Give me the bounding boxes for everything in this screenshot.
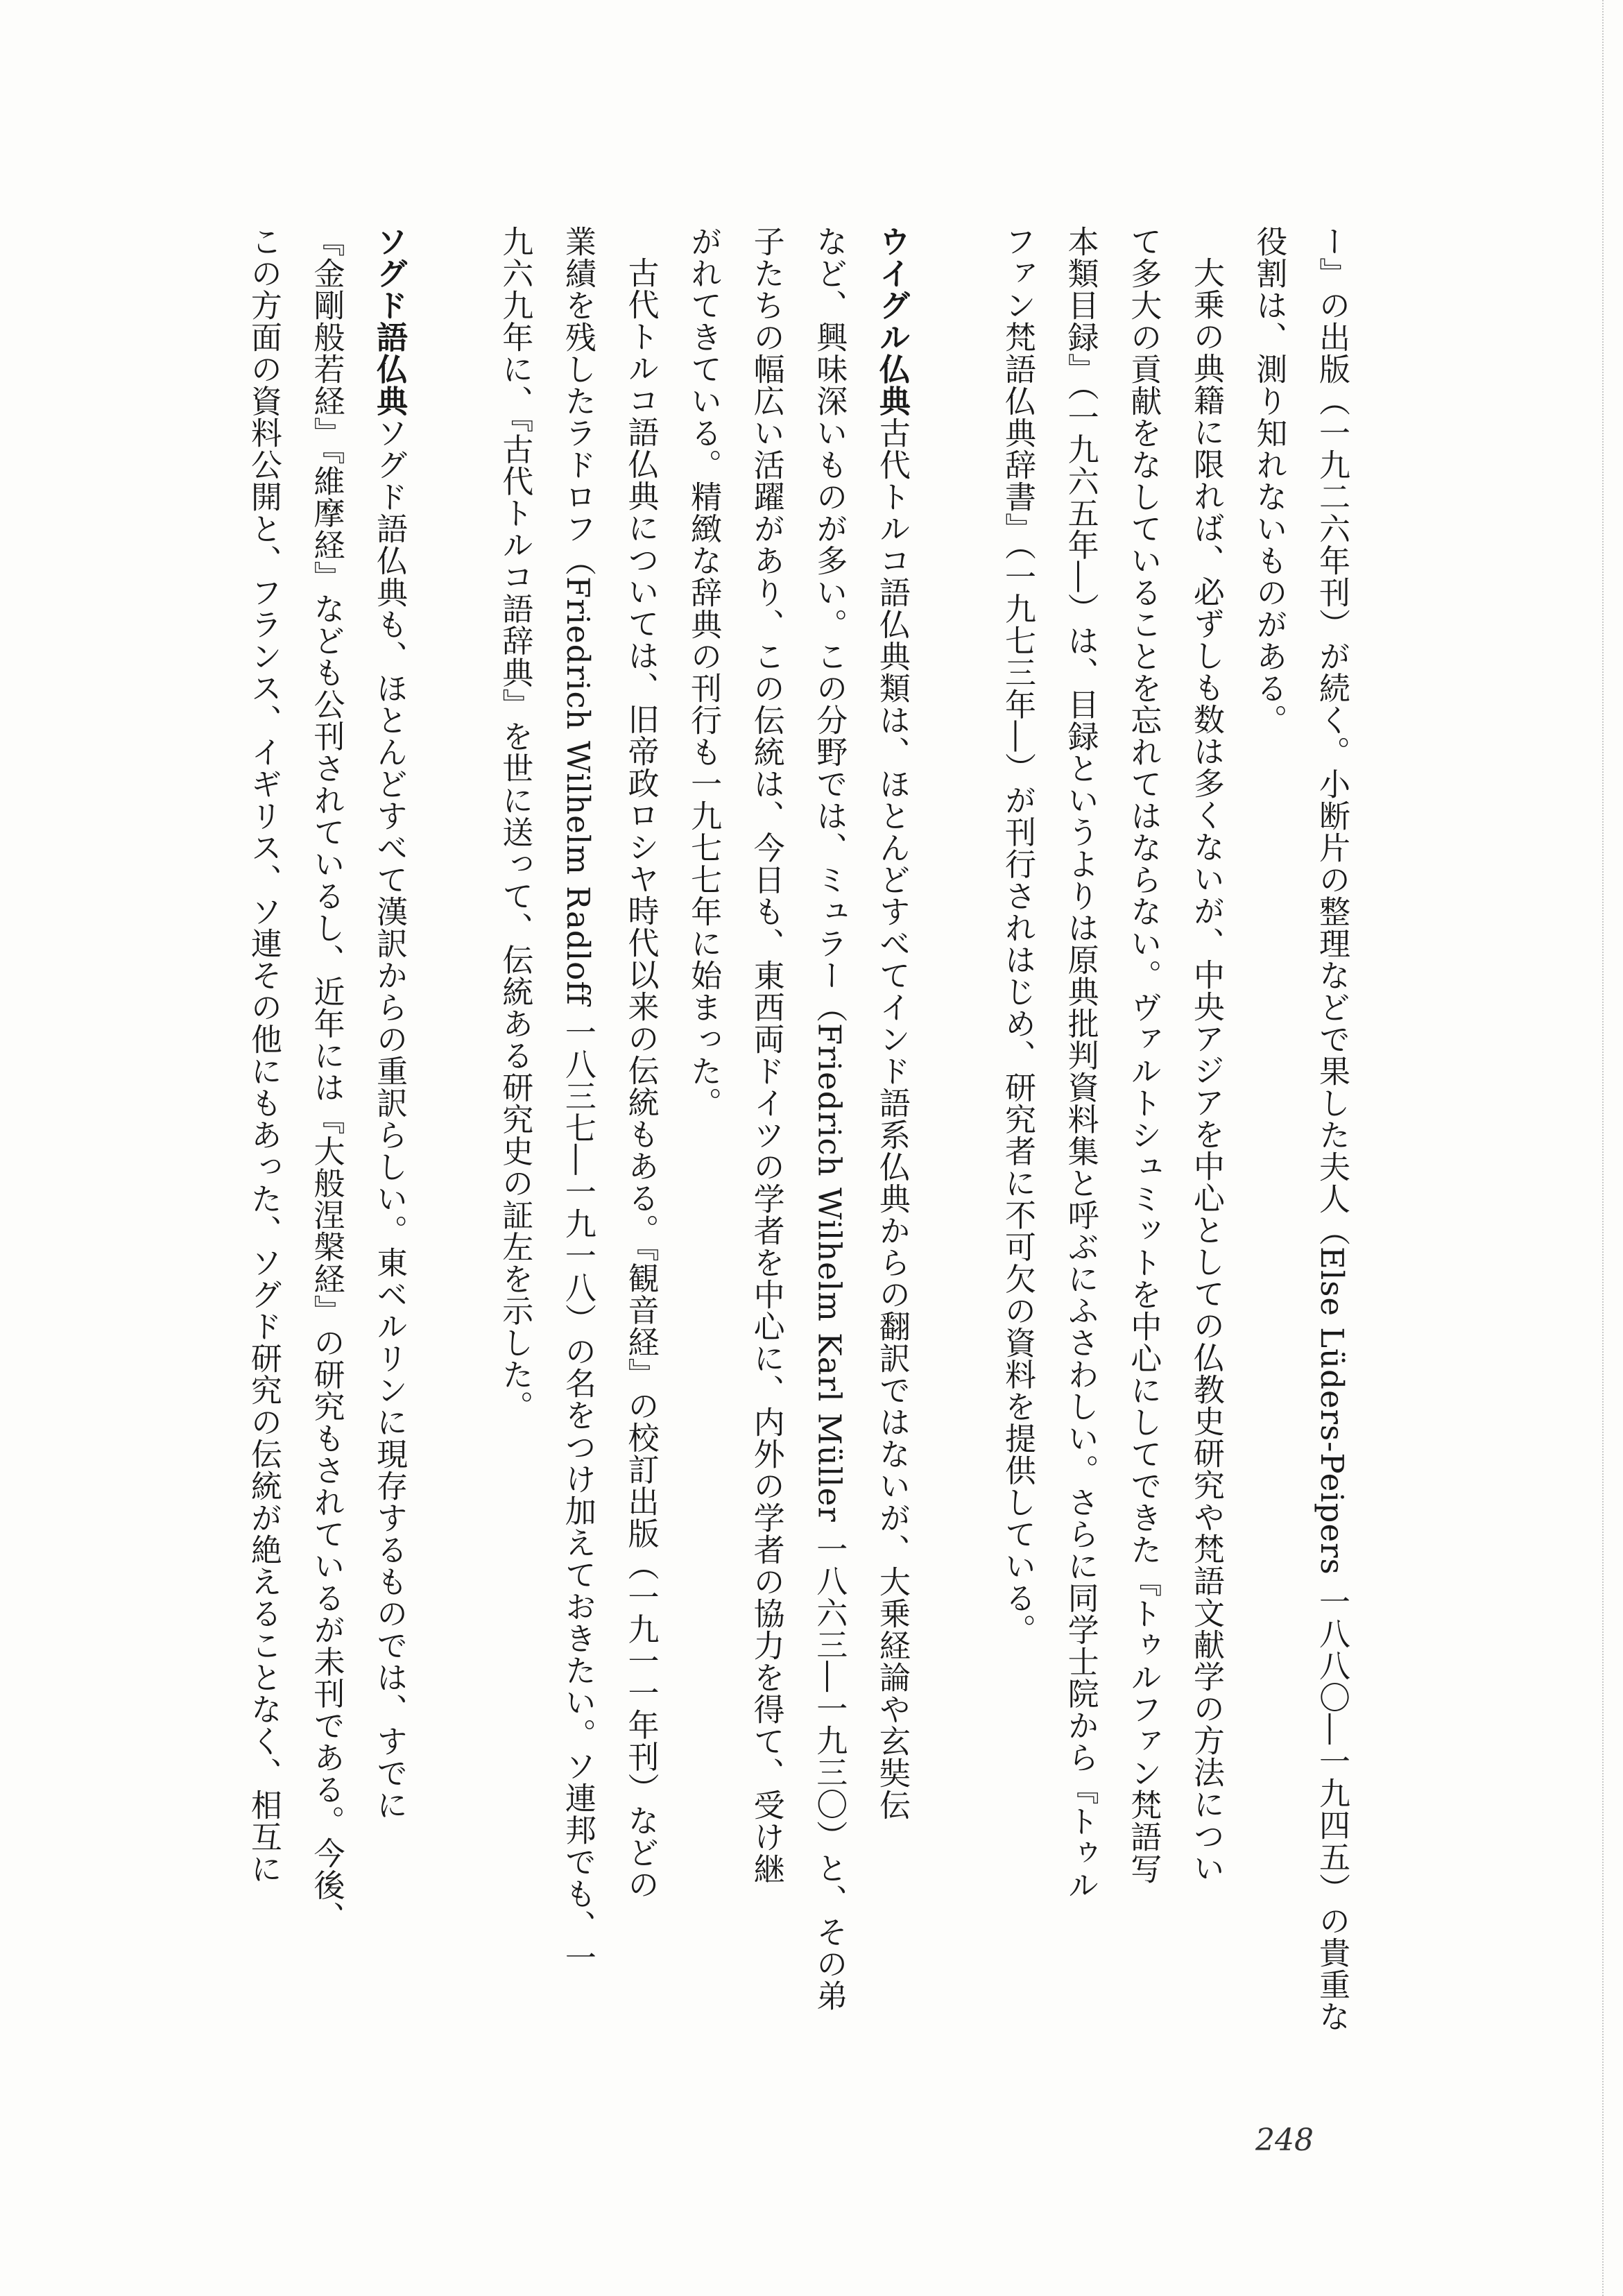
section-heading-uighur: ウイグル仏典 (873, 225, 911, 417)
vertical-text-body (232, 225, 1363, 2033)
text-column-5: 本類目録』（一九六五年―）は、目録というよりは原典批判資料集と呼ぶにふさわしい。さらに同学士院から『トゥル (1062, 225, 1099, 1901)
text-column-11: がれてきている。精緻な辞典の刊行も一九七七年に始まった。 (685, 225, 723, 1119)
text-column-13: 業績を残したラドロフ（Friedrich Wilhelm Radloff 一八三七―一九一八）の名をつけ加えておきたい。ソ連邦でも、一 (559, 225, 596, 1973)
text-column-18: この方面の資料公開と、フランス、イギリス、ソ連その他にもあった、ソグド研究の伝統が絶えることなく、相互に (245, 225, 282, 1885)
text-column-3: 大乗の典籍に限れば、必ずしも数は多くないが、中央アジアを中心としての仏教史研究や梵語文献学の方法につい (1187, 257, 1225, 1884)
text-column-4: て多大の貢献をなしていることを忘れてはならない。ヴァルトシュミットを中心にしてできた『トゥルファン梵語写 (1125, 225, 1162, 1885)
section-text-uighur: 古代トルコ語仏典類は、ほとんどすべてインド語系仏典からの翻訳ではないが、大乗経論や玄奘伝 (873, 417, 911, 1821)
section-text-sogdian: ソグド語仏典も、ほとんどすべて漢訳からの重訳らしい。東ベルリンに現存するものでは、すでに (371, 417, 409, 1821)
text-column-2: 役割は、測り知れないものがある。 (1251, 225, 1288, 736)
blank-column (923, 225, 986, 2022)
text-column-1: ー』の出版（一九二六年刊）が続く。小断片の整理などで果した夫人（Else Lüders-Peipers 一八八〇―一九四五）の貴重な (1314, 225, 1350, 2033)
text-column-uighur-heading (860, 225, 923, 2022)
text-column-17: 『金剛般若経』『維摩経』なども公刊されているし、近年には『大般涅槃経』の研究もされているが未刊である。今後、 (308, 225, 345, 1933)
text-column-10: 子たちの幅広い活躍があり、この伝統は、今日も、東西両ドイツの学者を中心に、内外の学者の協力を得て、受け継 (748, 225, 785, 1885)
text-column-sogdian-heading (358, 225, 421, 2022)
page-number: 248 (1255, 2123, 1314, 2158)
section-heading-sogdian: ソグド語仏典 (371, 225, 409, 417)
text-column-12: 古代トルコ語仏典については、旧帝政ロシヤ時代以来の伝統もある。『観音経』の校訂出版（一九一一年刊）などの (622, 257, 660, 1901)
blank-column (420, 225, 483, 2022)
text-column-14: 九六九年に、『古代トルコ語辞典』を世に送って、伝統ある研究史の証左を示した。 (497, 225, 534, 1423)
text-column-6: ファン梵語仏典辞書』（一九七三年―）が刊行されはじめ、研究者に不可欠の資料を提供している。 (999, 225, 1037, 1646)
scan-edge-border (1602, 0, 1623, 2296)
text-column-9: など、興味深いものが多い。この分野では、ミュラー（Friedrich Wilhelm Karl Müller 一八六三―一九三〇）と、その弟 (811, 225, 848, 2012)
